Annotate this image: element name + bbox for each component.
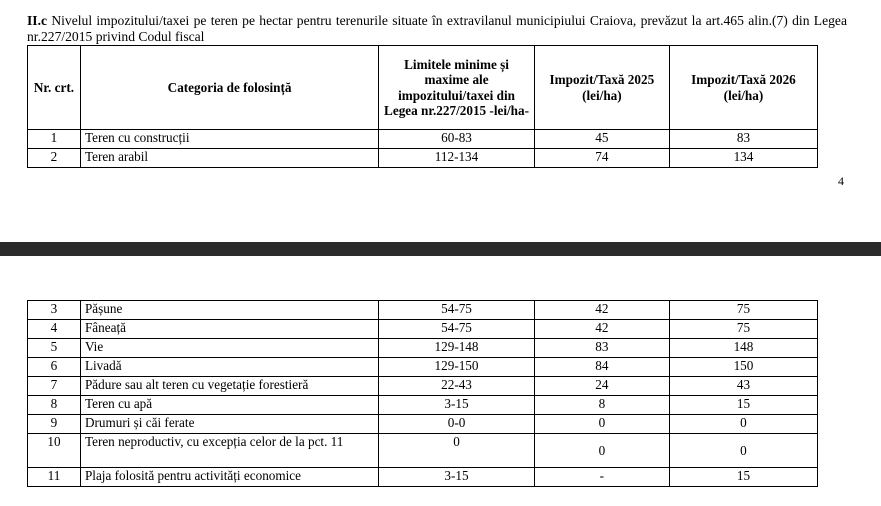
cell-nr: 10 xyxy=(28,434,81,468)
table-row xyxy=(28,434,818,468)
cell-2025: 0 xyxy=(534,415,669,434)
cell-2025: - xyxy=(534,468,669,487)
cell-nr: 2 xyxy=(28,149,81,168)
section-title: Nivelul impozitului/taxei pe teren pe hectar pentru terenurile situate în extravilanul municipiului Craiova, prevăzut la art.465 alin.(7) din Legea nr.227/2015 privind Codul fiscal xyxy=(27,13,847,44)
cell-2025: 45 xyxy=(534,130,669,149)
table-row xyxy=(28,415,818,434)
table-row xyxy=(28,396,818,415)
cell-categoria: Teren arabil xyxy=(80,149,378,168)
page-separator xyxy=(0,242,881,256)
table-row xyxy=(28,130,818,149)
cell-2026: 15 xyxy=(669,468,817,487)
cell-categoria: Plaja folosită pentru activități economice xyxy=(80,468,378,487)
cell-2025: 42 xyxy=(534,301,669,320)
cell-2025: 83 xyxy=(534,339,669,358)
cell-categoria: Livadă xyxy=(80,358,378,377)
table-row xyxy=(28,301,818,320)
cell-limite: 54-75 xyxy=(379,320,535,339)
table-row xyxy=(28,339,818,358)
cell-2026: 75 xyxy=(669,320,817,339)
cell-2026: 150 xyxy=(669,358,817,377)
cell-limite: 0 xyxy=(379,434,535,468)
cell-2026: 83 xyxy=(669,130,817,149)
page-number: 4 xyxy=(838,174,844,188)
header-2026: Impozit/Taxă 2026 (lei/ha) xyxy=(669,46,817,130)
cell-nr: 8 xyxy=(28,396,81,415)
header-nr: Nr. crt. xyxy=(28,46,81,130)
cell-categoria: Fâneață xyxy=(80,320,378,339)
cell-2026: 75 xyxy=(669,301,817,320)
cell-limite: 3-15 xyxy=(379,396,535,415)
tax-table-page2 xyxy=(27,300,818,487)
cell-limite: 22-43 xyxy=(379,377,535,396)
cell-2026: 15 xyxy=(669,396,817,415)
cell-2025: 0 xyxy=(534,434,669,468)
cell-limite: 129-150 xyxy=(379,358,535,377)
cell-limite: 0-0 xyxy=(379,415,535,434)
cell-limite: 129-148 xyxy=(379,339,535,358)
section-heading xyxy=(27,13,847,45)
table-row xyxy=(28,377,818,396)
cell-limite: 60-83 xyxy=(379,130,535,149)
cell-2025: 74 xyxy=(534,149,669,168)
table-header-row xyxy=(28,46,818,130)
cell-nr: 5 xyxy=(28,339,81,358)
cell-nr: 7 xyxy=(28,377,81,396)
table-row xyxy=(28,358,818,377)
cell-categoria: Teren neproductiv, cu excepția celor de la pct. 11 xyxy=(80,434,378,468)
cell-nr: 6 xyxy=(28,358,81,377)
cell-nr: 9 xyxy=(28,415,81,434)
header-categoria: Categoria de folosință xyxy=(80,46,378,130)
cell-nr: 11 xyxy=(28,468,81,487)
table-row xyxy=(28,149,818,168)
section-number: II.c xyxy=(27,13,48,28)
header-2025: Impozit/Taxă 2025 (lei/ha) xyxy=(534,46,669,130)
cell-2026: 134 xyxy=(669,149,817,168)
table-row xyxy=(28,320,818,339)
cell-2026: 0 xyxy=(669,415,817,434)
cell-2025: 24 xyxy=(534,377,669,396)
cell-categoria: Pădure sau alt teren cu vegetație forestieră xyxy=(80,377,378,396)
cell-categoria: Drumuri și căi ferate xyxy=(80,415,378,434)
cell-limite: 54-75 xyxy=(379,301,535,320)
cell-2026: 148 xyxy=(669,339,817,358)
cell-2025: 84 xyxy=(534,358,669,377)
cell-limite: 3-15 xyxy=(379,468,535,487)
cell-2026: 0 xyxy=(669,434,817,468)
cell-categoria: Teren cu construcții xyxy=(80,130,378,149)
cell-categoria: Pășune xyxy=(80,301,378,320)
cell-2025: 8 xyxy=(534,396,669,415)
cell-2025: 42 xyxy=(534,320,669,339)
cell-categoria: Vie xyxy=(80,339,378,358)
cell-nr: 4 xyxy=(28,320,81,339)
cell-limite: 112-134 xyxy=(379,149,535,168)
tax-table-page1 xyxy=(27,45,818,168)
cell-categoria: Teren cu apă xyxy=(80,396,378,415)
cell-nr: 1 xyxy=(28,130,81,149)
cell-nr: 3 xyxy=(28,301,81,320)
table-row xyxy=(28,468,818,487)
header-limitele: Limitele minime și maxime ale impozitului/taxei din Legea nr.227/2015 -lei/ha- xyxy=(379,46,535,130)
cell-2026: 43 xyxy=(669,377,817,396)
